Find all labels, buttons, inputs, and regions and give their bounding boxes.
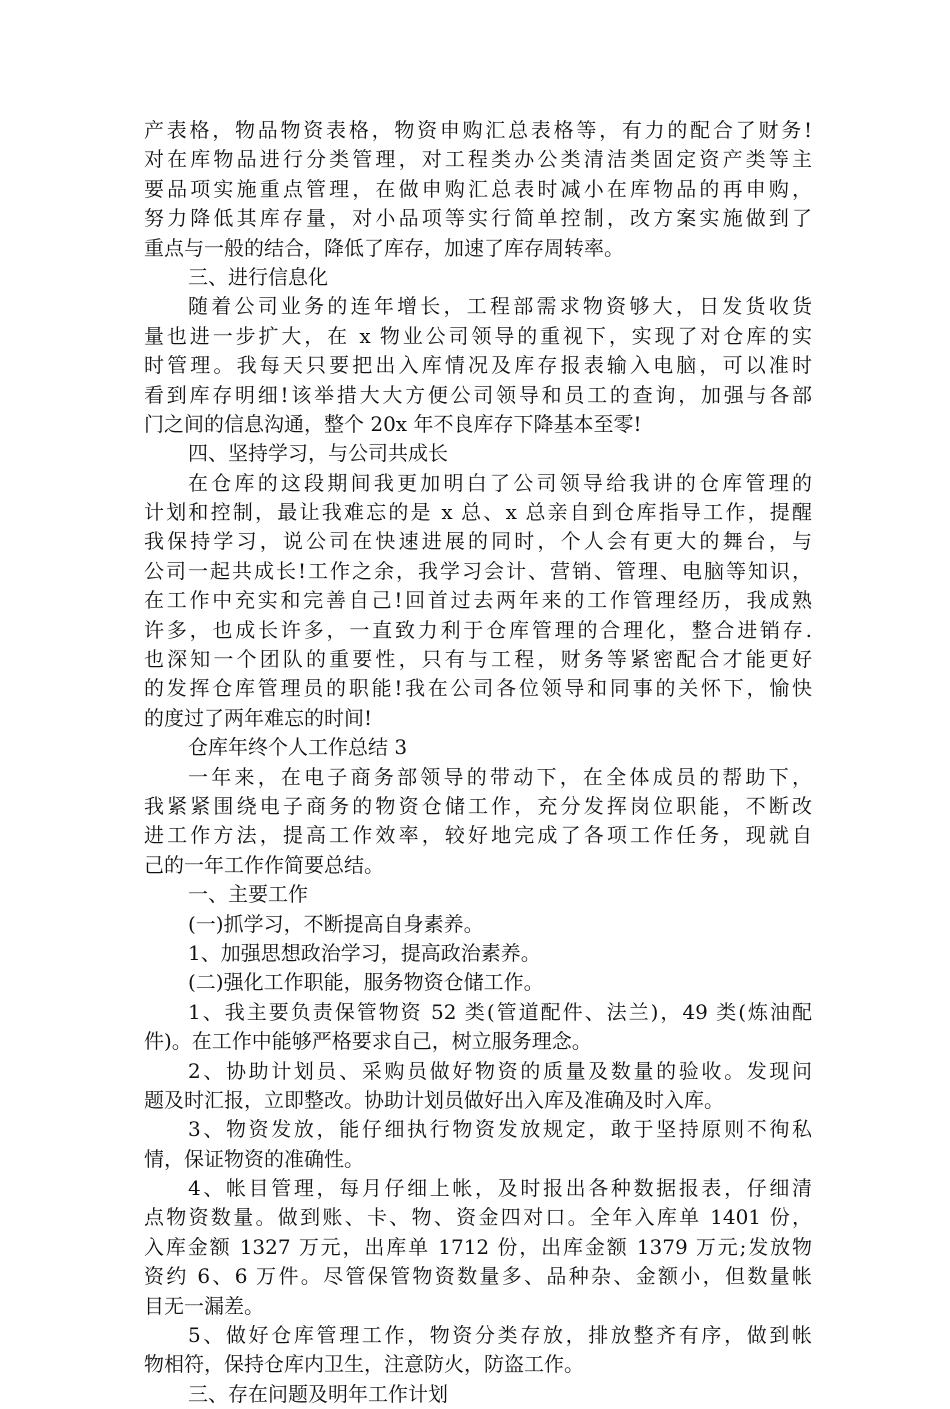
text-line: 3、物资发放，能仔细执行物资发放规定，敢于坚持原则不徇私	[188, 1117, 812, 1142]
text-line: 件)。在工作中能够严格要求自己，树立服务理念。	[144, 1029, 592, 1054]
text-line: 情，保证物资的准确性。	[144, 1146, 364, 1171]
text-line: 产表格，物品物资表格，物资申购汇总表格等，有力的配合了财务!	[144, 118, 812, 142]
text-line: 4、帐目管理，每月仔细上帐，及时报出各种数据报表，仔细清	[188, 1176, 812, 1201]
text-line: 点物资数量。做到账、卡、物、资金四对口。全年入库单 1401 份，	[144, 1205, 812, 1230]
text-line: 资约 6、6 万件。尽管保管物资数量多、品种杂、金额小，但数量帐	[144, 1264, 812, 1289]
text-line: 量也进一步扩大，在 x 物业公司领导的重视下，实现了对仓库的实	[144, 323, 812, 348]
text-line: 要品项实施重点管理，在做申购汇总表时减小在库物品的再申购，	[144, 176, 812, 201]
text-line: 2、协助计划员、采购员做好物资的质量及数量的验收。发现问	[188, 1058, 812, 1083]
text-line: 一年来，在电子商务部领导的带动下，在全体成员的帮助下，	[188, 764, 812, 789]
text-line: 入库金额 1327 万元，出库单 1712 份，出库金额 1379 万元;发放物	[144, 1234, 812, 1259]
text-line: 三、进行信息化	[188, 264, 328, 289]
text-line: 5、做好仓库管理工作，物资分类存放，排放整齐有序，做到帐	[188, 1323, 812, 1348]
text-line: 物相符，保持仓库内卫生，注意防火，防盗工作。	[144, 1352, 584, 1377]
text-line: 也深知一个团队的重要性，只有与工程，财务等紧密配合才能更好	[144, 647, 812, 672]
text-line: 在工作中充实和完善自己!回首过去两年来的工作管理经历，我成熟	[144, 588, 812, 613]
text-line: 目无一漏差。	[144, 1293, 264, 1318]
text-line: 看到库存明细!该举措大大方便公司领导和员工的查询，加强与各部	[144, 382, 812, 407]
text-line: 许多，也成长许多，一直致力利于仓库管理的合理化，整合进销存.	[144, 617, 812, 642]
text-line: 仓库年终个人工作总结 3	[188, 735, 408, 760]
text-line: 进工作方法，提高工作效率，较好地完成了各项工作任务，现就自	[144, 823, 812, 848]
text-line: 1、加强思想政治学习，提高政治素养。	[188, 940, 541, 965]
text-line: 时管理。我每天只要把出入库情况及库存报表输入电脑，可以准时	[144, 353, 812, 378]
text-line: 随着公司业务的连年增长，工程部需求物资够大，日发货收货	[188, 294, 812, 319]
text-line: 四、坚持学习，与公司共成长	[188, 441, 448, 466]
text-line: 在仓库的这段期间我更加明白了公司领导给我讲的仓库管理的	[188, 470, 812, 495]
document-page	[144, 116, 812, 1409]
text-line: 题及时汇报，立即整改。协助计划员做好出入库及准确及时入库。	[144, 1087, 724, 1112]
text-line: 门之间的信息沟通，整个 20x 年不良库存下降基本至零!	[144, 411, 642, 436]
text-line: 计划和控制，最让我难忘的是 x 总、x 总亲自到仓库指导工作，提醒	[144, 500, 812, 525]
text-line: 一、主要工作	[188, 882, 308, 907]
text-line: (二)强化工作职能，服务物资仓储工作。	[188, 970, 544, 995]
text-line: 1、我主要负责保管物资 52 类(管道配件、法兰)，49 类(炼油配	[188, 999, 812, 1024]
text-line: 三、存在问题及明年工作计划	[188, 1381, 448, 1406]
text-line: 重点与一般的结合，降低了库存，加速了库存周转率。	[144, 235, 624, 260]
text-line: 我紧紧围绕电子商务的物资仓储工作，充分发挥岗位职能，不断改	[144, 793, 812, 818]
text-line: 公司一起共成长!工作之余，我学习会计、营销、管理、电脑等知识，	[144, 558, 812, 583]
text-line: (一)抓学习，不断提高自身素养。	[188, 911, 484, 936]
text-line: 的度过了两年难忘的时间!	[144, 705, 373, 730]
text-line: 的发挥仓库管理员的职能!我在公司各位领导和同事的关怀下，愉快	[144, 676, 812, 701]
text-line: 我保持学习，说公司在快速进展的同时，个人会有更大的舞台，与	[144, 529, 812, 554]
text-line: 己的一年工作作简要总结。	[144, 852, 384, 877]
text-line: 努力降低其库存量，对小品项等实行简单控制，改方案实施做到了	[144, 206, 812, 231]
text-line: 对在库物品进行分类管理，对工程类办公类清洁类固定资产类等主	[144, 147, 812, 172]
